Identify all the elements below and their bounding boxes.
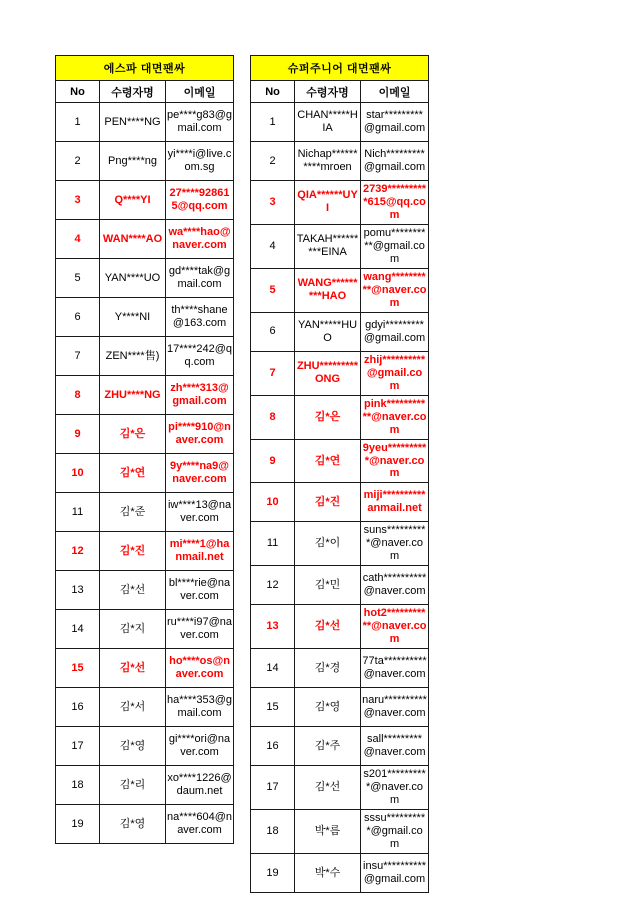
recipient-email: gd****tak@gmail.com bbox=[166, 259, 234, 298]
table-row bbox=[251, 351, 429, 395]
row-number: 5 bbox=[56, 259, 100, 298]
row-number: 8 bbox=[251, 395, 295, 439]
recipient-email: ho****os@naver.com bbox=[166, 649, 234, 688]
recipient-email: naru**********@naver.com bbox=[361, 688, 429, 727]
row-number: 18 bbox=[56, 766, 100, 805]
table-row bbox=[56, 181, 234, 220]
row-number: 4 bbox=[251, 224, 295, 268]
row-number: 14 bbox=[251, 649, 295, 688]
aespa-table-title: 에스파 대면팬싸 bbox=[56, 56, 234, 81]
column-header-name: 수령자명 bbox=[100, 81, 166, 103]
recipient-email: wa****hao@naver.com bbox=[166, 220, 234, 259]
row-number: 1 bbox=[56, 103, 100, 142]
table-row bbox=[251, 483, 429, 522]
recipient-name: 김*영 bbox=[100, 727, 166, 766]
table-row bbox=[251, 103, 429, 142]
row-number: 13 bbox=[251, 605, 295, 649]
recipient-name: 박*름 bbox=[295, 810, 361, 854]
recipient-email: th****shane@163.com bbox=[166, 298, 234, 337]
recipient-email: sssu**********@gmail.com bbox=[361, 810, 429, 854]
row-number: 1 bbox=[251, 103, 295, 142]
recipient-email: 9y****na9@naver.com bbox=[166, 454, 234, 493]
recipient-email: na****604@naver.com bbox=[166, 805, 234, 844]
recipient-email: insu**********@gmail.com bbox=[361, 854, 429, 893]
tables-container bbox=[55, 55, 429, 893]
recipient-name: 김*은 bbox=[295, 395, 361, 439]
row-number: 7 bbox=[251, 351, 295, 395]
recipient-email: zhij**********@gmail.com bbox=[361, 351, 429, 395]
table-row bbox=[56, 415, 234, 454]
table-row bbox=[56, 610, 234, 649]
row-number: 6 bbox=[251, 312, 295, 351]
superjunior-table-body bbox=[251, 103, 429, 893]
row-number: 11 bbox=[251, 522, 295, 566]
column-header-name: 수령자명 bbox=[295, 81, 361, 103]
recipient-name: 김*경 bbox=[295, 649, 361, 688]
recipient-email: pe****g83@gmail.com bbox=[166, 103, 234, 142]
table-row bbox=[251, 181, 429, 225]
superjunior-table-title: 슈퍼주니어 대면팬싸 bbox=[251, 56, 429, 81]
table-row bbox=[56, 376, 234, 415]
table-row bbox=[251, 854, 429, 893]
row-number: 3 bbox=[56, 181, 100, 220]
table-row bbox=[56, 454, 234, 493]
row-number: 7 bbox=[56, 337, 100, 376]
recipient-name: 김*선 bbox=[295, 766, 361, 810]
recipient-name: 김*서 bbox=[100, 688, 166, 727]
recipient-email: s201**********@naver.com bbox=[361, 766, 429, 810]
recipient-name: 김*주 bbox=[295, 727, 361, 766]
recipient-email: iw****13@naver.com bbox=[166, 493, 234, 532]
table-row bbox=[56, 805, 234, 844]
recipient-email: hot2***********@naver.com bbox=[361, 605, 429, 649]
recipient-name: Y****NI bbox=[100, 298, 166, 337]
table-row bbox=[251, 224, 429, 268]
recipient-email: Nich*********@gmail.com bbox=[361, 142, 429, 181]
table-row bbox=[56, 766, 234, 805]
aespa-table-body bbox=[56, 103, 234, 844]
table-row bbox=[56, 649, 234, 688]
row-number: 16 bbox=[56, 688, 100, 727]
recipient-email: xo****1226@daum.net bbox=[166, 766, 234, 805]
row-number: 14 bbox=[56, 610, 100, 649]
row-number: 17 bbox=[56, 727, 100, 766]
recipient-email: cath**********@naver.com bbox=[361, 566, 429, 605]
recipient-email: 27****928615@qq.com bbox=[166, 181, 234, 220]
recipient-email: 17****242@qq.com bbox=[166, 337, 234, 376]
recipient-email: miji**********anmail.net bbox=[361, 483, 429, 522]
table-row bbox=[251, 312, 429, 351]
row-number: 8 bbox=[56, 376, 100, 415]
row-number: 13 bbox=[56, 571, 100, 610]
table-row bbox=[251, 395, 429, 439]
recipient-email: gdyi*********@gmail.com bbox=[361, 312, 429, 351]
row-number: 19 bbox=[251, 854, 295, 893]
table-row bbox=[56, 727, 234, 766]
recipient-name: CHAN*****HIA bbox=[295, 103, 361, 142]
table-row bbox=[56, 688, 234, 727]
table-row bbox=[251, 766, 429, 810]
aespa-fansign-table bbox=[55, 55, 234, 844]
row-number: 18 bbox=[251, 810, 295, 854]
recipient-name: 김*이 bbox=[295, 522, 361, 566]
recipient-name: 김*영 bbox=[100, 805, 166, 844]
recipient-name: 김*리 bbox=[100, 766, 166, 805]
row-number: 12 bbox=[251, 566, 295, 605]
recipient-name: 김*연 bbox=[100, 454, 166, 493]
recipient-name: Png****ng bbox=[100, 142, 166, 181]
table-row bbox=[251, 688, 429, 727]
table-row bbox=[56, 220, 234, 259]
recipient-name: 김*준 bbox=[100, 493, 166, 532]
row-number: 6 bbox=[56, 298, 100, 337]
row-number: 3 bbox=[251, 181, 295, 225]
table-row bbox=[56, 532, 234, 571]
row-number: 10 bbox=[56, 454, 100, 493]
row-number: 5 bbox=[251, 268, 295, 312]
row-number: 15 bbox=[251, 688, 295, 727]
table-row bbox=[251, 142, 429, 181]
table-row bbox=[251, 566, 429, 605]
recipient-name: YAN*****HUO bbox=[295, 312, 361, 351]
table-row bbox=[56, 298, 234, 337]
recipient-email: star*********@gmail.com bbox=[361, 103, 429, 142]
recipient-email: suns**********@naver.com bbox=[361, 522, 429, 566]
table-row bbox=[251, 268, 429, 312]
recipient-name: ZHU****NG bbox=[100, 376, 166, 415]
recipient-name: ZEN****售) bbox=[100, 337, 166, 376]
recipient-email: yi****i@live.com.sg bbox=[166, 142, 234, 181]
table-row bbox=[251, 649, 429, 688]
recipient-name: 김*은 bbox=[100, 415, 166, 454]
column-header-email: 이메일 bbox=[166, 81, 234, 103]
recipient-email: 9yeu**********@naver.com bbox=[361, 439, 429, 483]
recipient-name: WAN****AO bbox=[100, 220, 166, 259]
recipient-name: 김*지 bbox=[100, 610, 166, 649]
superjunior-fansign-table bbox=[250, 55, 429, 893]
recipient-email: pink***********@naver.com bbox=[361, 395, 429, 439]
recipient-name: PEN****NG bbox=[100, 103, 166, 142]
recipient-name: 김*선 bbox=[100, 649, 166, 688]
recipient-email: ha****353@gmail.com bbox=[166, 688, 234, 727]
recipient-email: 77ta**********@naver.com bbox=[361, 649, 429, 688]
recipient-email: pomu**********@gmail.com bbox=[361, 224, 429, 268]
row-number: 10 bbox=[251, 483, 295, 522]
row-number: 2 bbox=[251, 142, 295, 181]
recipient-name: 김*민 bbox=[295, 566, 361, 605]
row-number: 4 bbox=[56, 220, 100, 259]
row-number: 11 bbox=[56, 493, 100, 532]
recipient-email: 2739**********615@qq.com bbox=[361, 181, 429, 225]
table-row bbox=[251, 522, 429, 566]
table-row bbox=[56, 493, 234, 532]
row-number: 17 bbox=[251, 766, 295, 810]
recipient-name: 김*진 bbox=[295, 483, 361, 522]
recipient-name: 김*영 bbox=[295, 688, 361, 727]
recipient-email: wang**********@naver.com bbox=[361, 268, 429, 312]
row-number: 2 bbox=[56, 142, 100, 181]
row-number: 19 bbox=[56, 805, 100, 844]
table-row bbox=[251, 439, 429, 483]
row-number: 16 bbox=[251, 727, 295, 766]
recipient-name: 김*진 bbox=[100, 532, 166, 571]
recipient-name: QIA******UYI bbox=[295, 181, 361, 225]
recipient-email: ru****i97@naver.com bbox=[166, 610, 234, 649]
recipient-name: ZHU*********ONG bbox=[295, 351, 361, 395]
table-row bbox=[56, 103, 234, 142]
table-row bbox=[56, 142, 234, 181]
recipient-email: pi****910@naver.com bbox=[166, 415, 234, 454]
recipient-email: mi****1@hanmail.net bbox=[166, 532, 234, 571]
column-header-no: No bbox=[56, 81, 100, 103]
table-row bbox=[56, 337, 234, 376]
recipient-name: YAN****UO bbox=[100, 259, 166, 298]
recipient-email: bl****rie@naver.com bbox=[166, 571, 234, 610]
recipient-name: TAKAH*********EINA bbox=[295, 224, 361, 268]
recipient-name: Nichap**********mroen bbox=[295, 142, 361, 181]
table-row bbox=[56, 571, 234, 610]
row-number: 15 bbox=[56, 649, 100, 688]
column-header-email: 이메일 bbox=[361, 81, 429, 103]
recipient-email: zh****313@gmail.com bbox=[166, 376, 234, 415]
row-number: 9 bbox=[56, 415, 100, 454]
recipient-name: 김*선 bbox=[295, 605, 361, 649]
table-row bbox=[251, 810, 429, 854]
recipient-name: WANG*********HAO bbox=[295, 268, 361, 312]
row-number: 9 bbox=[251, 439, 295, 483]
table-row bbox=[251, 605, 429, 649]
table-row bbox=[56, 259, 234, 298]
column-header-no: No bbox=[251, 81, 295, 103]
recipient-email: sall*********@naver.com bbox=[361, 727, 429, 766]
recipient-name: 김*선 bbox=[100, 571, 166, 610]
recipient-name: 박*수 bbox=[295, 854, 361, 893]
recipient-name: Q****YI bbox=[100, 181, 166, 220]
row-number: 12 bbox=[56, 532, 100, 571]
recipient-email: gi****ori@naver.com bbox=[166, 727, 234, 766]
recipient-name: 김*연 bbox=[295, 439, 361, 483]
table-row bbox=[251, 727, 429, 766]
